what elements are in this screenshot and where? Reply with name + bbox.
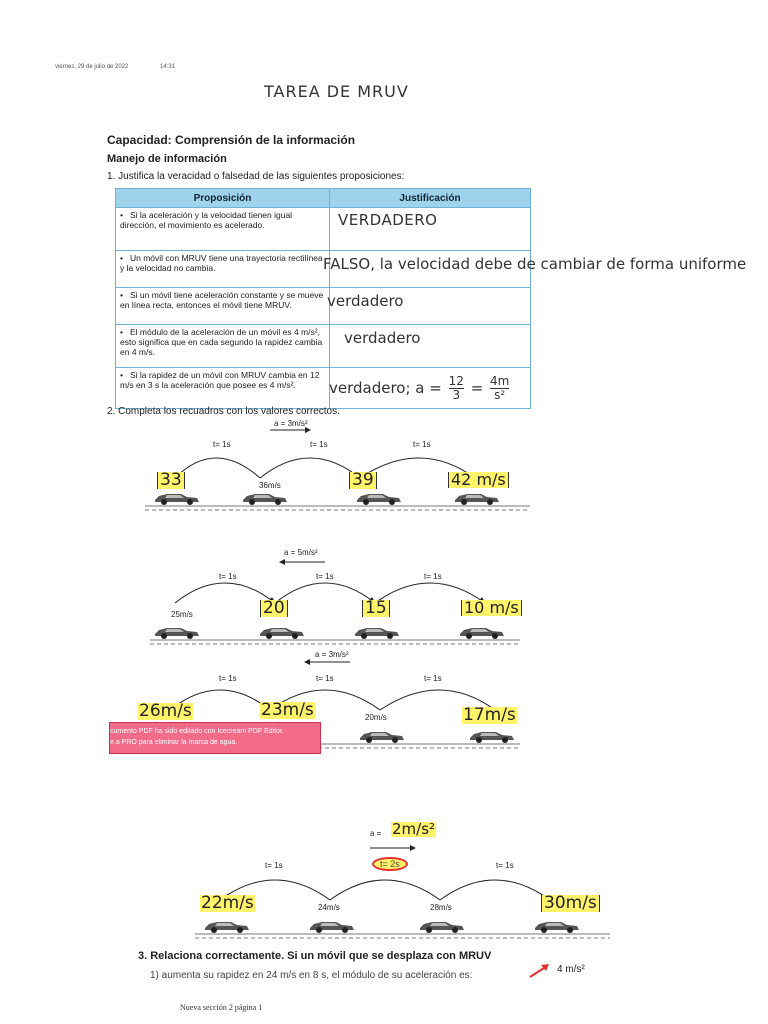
proposition-text: Un móvil con MRUV tiene una trayectoria rectilínea y la velocidad no cambia.: [120, 253, 323, 273]
time-label: t= 1s: [424, 572, 442, 581]
speed-value: 17m/s: [463, 705, 516, 725]
speed-value: 23m/s: [261, 700, 314, 720]
red-arrow-icon: [527, 962, 553, 980]
time-label: t= 1s: [496, 861, 514, 870]
watermark-banner: [109, 722, 321, 754]
equals-sign: =: [470, 379, 484, 397]
question-3: 3. Relaciona correctamente. Si un móvil que se desplaza con MRUV: [138, 950, 492, 962]
time-label: t= 1s: [310, 440, 328, 449]
time-label: 14:31: [160, 64, 176, 70]
speed-value: 28m/s: [430, 903, 452, 912]
table-header-proposicion: Proposición: [116, 189, 330, 208]
time-label: t= 1s: [424, 674, 442, 683]
question-2: 2. Completa los recuadros con los valores correctos.: [107, 406, 340, 417]
answer-2: FALSO, la velocidad debe de cambiar de forma uniforme: [323, 255, 747, 273]
speed-value: 22m/s: [201, 893, 254, 913]
q3-answer: 4 m/s²: [557, 964, 585, 975]
question-1: 1. Justifica la veracidad o falsedad de las siguientes proposiciones:: [107, 171, 405, 182]
question-3-item: 1) aumenta su rapidez en 24 m/s en 8 s, el módulo de su aceleración es:: [150, 970, 473, 980]
table-row: • Si un móvil tiene aceleración constante y se mueve en línea recta, entonces el móvil tiene MRUV.: [116, 288, 531, 325]
fraction-1: $\frac{12}{3}$: [448, 374, 464, 402]
table-row: • El módulo de la aceleración de un móvil es 4 m/s², esto significa que en cada segundo la rapidez cambia en 4 m/s.: [116, 325, 531, 368]
speed-value: 20: [260, 600, 288, 617]
speed-value: 24m/s: [318, 903, 340, 912]
table-row: • Un móvil con MRUV tiene una trayectoria rectilínea y la velocidad no cambia.: [116, 251, 531, 288]
time-label: t= 1s: [316, 572, 334, 581]
speed-value: 20m/s: [365, 713, 387, 722]
motion-diagram-1: [145, 418, 535, 518]
proposition-text: Si la aceleración y la velocidad tienen igual dirección, el movimiento es acelerado.: [120, 210, 293, 230]
answer-1: VERDADERO: [338, 211, 438, 229]
proposition-text: El módulo de la aceleración de un móvil es 4 m/s², esto significa que en cada segundo la rapidez cambia en 4 m/s.: [120, 327, 323, 357]
fraction-2: $\frac{4m}{\text{s²}}$: [490, 374, 510, 402]
proposition-text: Si un móvil tiene aceleración constante y se mueve en línea recta, entonces el móvil tiene MRUV.: [120, 290, 324, 310]
speed-value: 39: [349, 472, 377, 489]
speed-value: 25m/s: [171, 610, 193, 619]
page-title: TAREA DE MRUV: [264, 82, 409, 101]
accel-label-4: a =: [370, 829, 382, 838]
proposition-text: Si la rapidez de un móvil con MRUV cambia en 12 m/s en 3 s la aceleración que posee es 4 m/s².: [120, 370, 320, 390]
time-label: t= 1s: [213, 440, 231, 449]
speed-value: 10 m/s: [461, 600, 522, 616]
speed-value: 30m/s: [541, 895, 600, 912]
time-label: t= 1s: [413, 440, 431, 449]
speed-value: 15: [362, 600, 390, 617]
speed-value: 36m/s: [259, 481, 281, 490]
time-label: t= 1s: [316, 674, 334, 683]
speed-value: 33: [157, 472, 185, 489]
capacidad-heading: Capacidad: Comprensión de la información: [107, 133, 356, 147]
footer-label: Nueva sección 2 página 1: [180, 1003, 263, 1012]
answer-5: [329, 375, 511, 402]
answer-4: verdadero: [344, 329, 421, 347]
time-label: t= 1s: [219, 674, 237, 683]
table-row: • Si la aceleración y la velocidad tienen igual dirección, el movimiento es acelerado.: [116, 208, 531, 251]
answer-3: verdadero: [327, 292, 404, 310]
answer-5-prefix: verdadero; a =: [329, 379, 442, 397]
time-label-circled: t= 2s: [372, 857, 408, 871]
time-label: t= 1s: [219, 572, 237, 581]
speed-value: 26m/s: [139, 701, 192, 721]
table-header-justificacion: Justificación: [330, 189, 531, 208]
time-label: t= 1s: [265, 861, 283, 870]
watermark-line-2: e a PRO para eliminar la marca de agua.: [110, 739, 238, 746]
accel-label-1: a = 3m/s²: [274, 419, 308, 428]
accel-label-2: a = 5m/s²: [284, 548, 318, 557]
accel-value-4: 2m/s²: [392, 820, 436, 838]
date-label: viernes, 29 de julio de 2022: [55, 64, 129, 70]
watermark-line-1: cumento PDF ha sido editado con Icecream PDF Editor.: [110, 728, 284, 735]
motion-diagram-4: [195, 840, 615, 940]
accel-label-3: a = 3m/s²: [315, 650, 349, 659]
speed-value: 42 m/s: [448, 472, 509, 488]
table-row: • Si la rapidez de un móvil con MRUV cambia en 12 m/s en 3 s la aceleración que posee es 4 m/s².: [116, 368, 531, 409]
manejo-heading: Manejo de información: [107, 153, 227, 165]
